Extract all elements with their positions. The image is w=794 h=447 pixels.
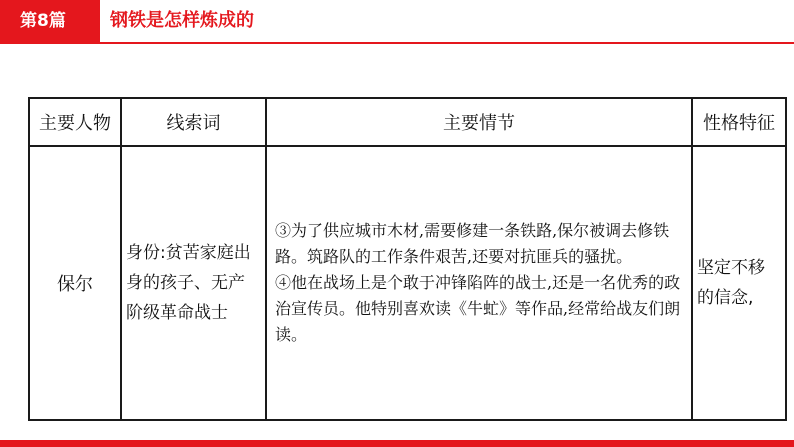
plot-cell xyxy=(266,146,692,420)
character-cell: 保尔 xyxy=(29,146,121,420)
chapter-header xyxy=(0,0,794,42)
page-title: 钢铁是怎样炼成的 xyxy=(110,10,254,31)
trait-cell: 坚定不移的信念, xyxy=(692,146,786,420)
table-header-row xyxy=(29,98,786,146)
character-table xyxy=(28,97,787,421)
column-header-trait: 性格特征 xyxy=(692,98,786,146)
table-row xyxy=(29,146,786,420)
chapter-label: 第8篇 xyxy=(0,0,100,42)
column-header-character: 主要人物 xyxy=(29,98,121,146)
header-divider xyxy=(0,42,794,44)
column-header-plot: 主要情节 xyxy=(266,98,692,146)
clue-cell: 身份:贫苦家庭出身的孩子、无产阶级革命战士 xyxy=(121,146,266,420)
footer-bar xyxy=(0,440,794,447)
plot-item: ④他在战场上是个敢于冲锋陷阵的战士,还是一名优秀的政治宣传员。他特别喜欢读《牛虻》等作品,经常给战友们朗读。 xyxy=(275,273,681,344)
plot-item: ③为了供应城市木材,需要修建一条铁路,保尔被调去修铁路。筑路队的工作条件艰苦,还要对抗匪兵的骚扰。 xyxy=(275,221,670,266)
column-header-clue: 线索词 xyxy=(121,98,266,146)
